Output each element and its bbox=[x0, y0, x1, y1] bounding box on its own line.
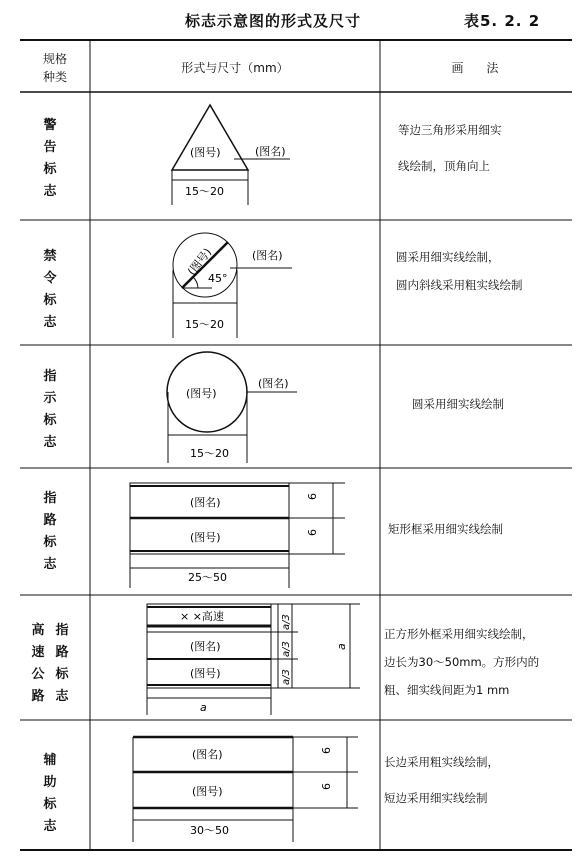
auxiliary-name-label: (图名) bbox=[192, 748, 223, 761]
cat-char: 指 bbox=[43, 491, 57, 506]
cat-char: 高 bbox=[31, 623, 45, 638]
method-line: 边长为30～50mm。方形内的 bbox=[384, 655, 540, 669]
direction-height2-label: 6 bbox=[306, 529, 319, 536]
cat-char: 路 bbox=[43, 513, 57, 528]
angle-arc bbox=[193, 277, 198, 288]
prohibition-name-label: (图名) bbox=[252, 249, 283, 262]
auxiliary-code-label: (图号) bbox=[192, 785, 223, 798]
highway-a-bottom-label: a bbox=[200, 701, 207, 714]
highway-top-label: × ×高速 bbox=[180, 610, 224, 623]
cat-char: 公 bbox=[31, 667, 45, 682]
cat-char: 标 bbox=[55, 667, 69, 682]
warning-dim-label: 15～20 bbox=[185, 185, 224, 198]
method-line: 圆采用细实线绘制， bbox=[396, 250, 500, 264]
method-line: 等边三角形采用细实 bbox=[398, 123, 502, 137]
cat-char: 路 bbox=[55, 645, 69, 660]
method-line: 长边采用粗实线绘制， bbox=[384, 755, 499, 769]
method-line: 正方形外框采用细实线绘制， bbox=[384, 627, 534, 641]
direction-name-label: (图名) bbox=[190, 496, 221, 509]
cat-char: 标 bbox=[43, 293, 57, 308]
method-line: 粗、细实线间距为1 mm bbox=[384, 683, 510, 697]
table-grid bbox=[20, 40, 572, 850]
cat-char: 志 bbox=[43, 819, 57, 834]
method-line: 矩形框采用细实线绘制 bbox=[388, 522, 503, 536]
instruction-code-label: (图号) bbox=[186, 387, 217, 400]
cat-char: 禁 bbox=[43, 249, 57, 264]
cat-char: 指 bbox=[43, 369, 57, 384]
warning-name-label: (图名) bbox=[255, 145, 286, 158]
highway-code-label: (图号) bbox=[190, 667, 221, 680]
highway-a3-label-3: a/3 bbox=[281, 669, 292, 685]
instruction-sign-drawing bbox=[167, 352, 297, 463]
instruction-dim-label: 15～20 bbox=[190, 447, 229, 460]
cat-char: 示 bbox=[43, 391, 57, 406]
cat-char: 标 bbox=[43, 797, 57, 812]
cat-char: 指 bbox=[55, 623, 69, 638]
cat-char: 助 bbox=[43, 775, 57, 790]
highway-a3-label-2: a/3 bbox=[281, 641, 292, 657]
direction-height1-label: 6 bbox=[306, 493, 319, 500]
auxiliary-dim-label: 30～50 bbox=[190, 824, 229, 837]
direction-dim-label: 25～50 bbox=[188, 571, 227, 584]
auxiliary-height2-label: 6 bbox=[320, 783, 333, 790]
method-line: 短边采用细实线绘制 bbox=[384, 791, 488, 805]
method-line: 圆内斜线采用粗实线绘制 bbox=[396, 278, 523, 292]
auxiliary-height1-label: 6 bbox=[320, 747, 333, 754]
cat-char: 志 bbox=[55, 689, 69, 704]
cat-char: 告 bbox=[43, 140, 57, 155]
cat-char: 志 bbox=[43, 184, 57, 199]
header-form: 形式与尺寸（mm） bbox=[181, 61, 289, 75]
prohibition-dim-label: 15～20 bbox=[185, 318, 224, 331]
cat-char: 标 bbox=[43, 535, 57, 550]
cat-char: 志 bbox=[43, 557, 57, 572]
prohibition-code-label: (图号) bbox=[185, 245, 215, 278]
cat-char: 志 bbox=[43, 435, 57, 450]
direction-code-label: (图号) bbox=[190, 531, 221, 544]
cat-char: 辅 bbox=[43, 753, 57, 768]
prohibition-angle-label: 45° bbox=[208, 272, 228, 285]
cat-char: 令 bbox=[43, 271, 57, 286]
highway-a-side-label: a bbox=[335, 643, 348, 650]
highway-name-label: (图名) bbox=[190, 640, 221, 653]
cat-char: 志 bbox=[43, 315, 57, 330]
triangle-shape bbox=[172, 105, 248, 170]
cat-char: 标 bbox=[43, 413, 57, 428]
cat-char: 标 bbox=[43, 162, 57, 177]
highway-sign-drawing bbox=[147, 604, 360, 715]
warning-code-label: (图号) bbox=[190, 146, 221, 159]
header-spec-line2: 种类 bbox=[42, 70, 67, 84]
instruction-name-label: (图名) bbox=[258, 377, 289, 390]
table-number: 表5. 2. 2 bbox=[464, 12, 541, 30]
highway-a3-label-1: a/3 bbox=[281, 614, 292, 630]
cat-char: 警 bbox=[43, 118, 57, 133]
header-spec-line1: 规格 bbox=[42, 52, 67, 66]
cat-char: 路 bbox=[31, 689, 45, 704]
method-line: 圆采用细实线绘制 bbox=[412, 397, 504, 411]
cat-char: 速 bbox=[31, 645, 45, 660]
table-title: 标志示意图的形式及尺寸 bbox=[185, 12, 362, 30]
header-method: 画 法 bbox=[451, 61, 499, 75]
method-line: 线绘制，顶角向上 bbox=[398, 159, 490, 173]
